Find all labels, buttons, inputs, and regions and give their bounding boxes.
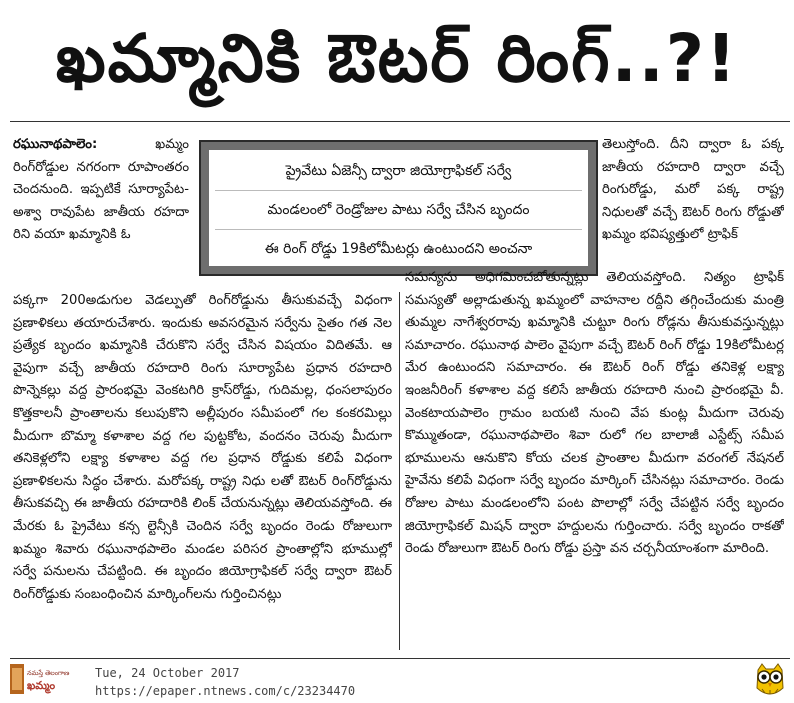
- footer-date: Tue, 24 October 2017: [95, 666, 240, 680]
- highlight-line-2: మండలంలో రెండ్రోజుల పాటు సర్వే చేసిన బృందం: [215, 191, 582, 230]
- top-divider: [10, 121, 790, 122]
- byline: రఘునాథపాలెం:: [13, 137, 98, 152]
- highlight-line-1: ప్రైవేటు ఏజెన్సీ ద్వారా జియోగ్రాఫికల్ సర్వే: [215, 152, 582, 191]
- owl-icon: [752, 662, 788, 700]
- bottom-divider: [10, 658, 790, 659]
- column-middle: [13, 290, 392, 652]
- newspaper-logo: [10, 664, 85, 694]
- column-middle-text: పక్కగా 200అడుగుల వెడల్పుతో రింగ్‌రోడ్డును తీసుకువచ్చే విధంగా ప్రణాళికలు తయారుచేశారు. ఇందుకు అవసరమైన సర్వేను సైతం గత నెల ప్రత్యేక బృందం ఖమ్మానికి చేరుకొని సర్వే చేసిన విషయం విదితమే. ఆ వైపుగా వచ్చే జాతీయ రహదారి రింగు సూర్యాపేట ప్రధాన రహదారి పొన్నెకల్లు వద్ద ప్రారంభమై వెంకటగిరి క్రాస్‌రోడ్డు, గుదిమల్ల, ధంసలాపురం కొత్తకాలనీ ప్రాంతాలను కలుపుకొని అల్లీపురం సమీపంలో గల కంకరమిల్లు మీదుగా బొమ్మా కళాశాల వద్ద గల పుట్టకోట, వందనం చెరువు మీదుగా తనికెళ్లలోని లక్ష్యా కళాశాల వద్ద గల ప్రధాన రోడ్డుకు కలిపే విధంగా ప్రణాళికలను సిద్ధం చేశారు. మరోపక్క రాష్ట్ర నిధు లతో ఔటర్ రింగ్‌రోడ్డును తీసుకవచ్చి ఈ జాతీయ రహదారికి లింక్ చేయనున్నట్లు తెలియవస్తోంది. ఈ మేరకు ఓ ప్రైవేటు కన్స ల్టెన్సీకి చెందిన సర్వే బృందం రెండు రోజులుగా ఖమ్మం శివారు రఘునాథపాలెం మండల పరిసర ప్రాంతాల్లోని భూముల్లో సర్వే పనులను చేపట్టింది. ఈ బృందం జియోగ్రాఫికల్ సర్వే ద్వారా ఔటర్ రింగ్‌రోడ్డుకు సంబంధించిన మార్కింగ్‌లను గుర్తించినట్లు: [13, 293, 392, 602]
- highlight-inner: [209, 150, 588, 266]
- column-left-text: ఖమ్మం రింగ్‌రోడ్డుల నగరంగా రూపాంతరం చెందనుంది. ఇప్పటికే సూర్యాపేట-అశ్వా రావుపేట జాతీయ రహదా రిని వయా ఖమ్మానికి ఓ: [13, 137, 189, 243]
- column-divider: [399, 292, 400, 650]
- svg-text:ఖమ్మం: ఖమ్మం: [27, 679, 56, 692]
- footer-url[interactable]: https://epaper.ntnews.com/c/23234470: [95, 684, 356, 698]
- column-right-bottom-text: సమస్యను అధిగమించబోతున్నట్లు తెలియవస్తోంది. నిత్యం ట్రాఫిక్ సమస్యతో అల్లాడుతున్న ఖమ్మంలో వాహనాల రద్దీని తగ్గించేందుకు మంత్రి తుమ్మల నాగేశ్వరరావు ఖమ్మానికి చుట్టూ రింగు రోడ్లను తీసుకువస్తున్నట్లు సమాచారం. రఘునాథ పాలెం వైపుగా వచ్చే ఔటర్ రింగ్ రోడ్డు 19కిలోమీటర్ల మేర ఉంటుందని సమాచారం. ఈ ఔటర్ రింగ్ రోడ్డు తనికెళ్ల లక్ష్యా ఇంజనీరింగ్ కళాశాల వద్ద కలిసే జాతీయ రహదారి నుంచి ప్రారంభమై వీ. వెంకటాయపాలెం గ్రామం బయటి నుంచి వేప కుంట్ల మీదుగా చెరువు కొమ్ముతండా, రఘునాథపాలెం శివా రులో గల బాలాజీ ఎస్టేట్స్ సమీప భూములను ఆనుకొని కోయ చలక ప్రాంతాల మీదుగా వరంగల్ నేషనల్ హైవేను కలిపే విధంగా సర్వే బృందం మార్కింగ్ చేసినట్లు సమాచారం. రెండు రోజుల పాటు మండలంలోని పంట పొలాల్లో సర్వే చేపట్టిన సర్వే బృందం జియోగ్రాఫికల్ మిషన్ ద్వారా హద్దులను గుర్తించారు. సర్వే బృందం రాకతో రెండు రోజులుగా ఔటర్ రింగు రోడ్డు ప్రస్తా వన చర్చనీయాంశంగా మారింది.: [405, 270, 784, 557]
- column-right-top-text: తెలుస్తోంది. దీని ద్వారా ఓ పక్క జాతీయ రహదారి ద్వారా వచ్చే రింగురోడ్డు, మరో పక్క రాష్ట్ర నిధులతో వచ్చే ఔటర్ రింగు రోడ్డుతో ఖమ్మం భవిష్యత్తులో ట్రాఫిక్: [602, 137, 784, 243]
- highlight-line-3: ఈ రింగ్ రోడ్డు 19కిలోమీటర్లు ఉంటుందని అంచనా: [264, 241, 533, 257]
- headline: ఖమ్మానికి ఔటర్ రింగ్..?!: [55, 20, 739, 97]
- highlight-box: [199, 140, 598, 276]
- column-left-top: [13, 134, 189, 292]
- svg-text:నమస్తే తెలంగాణ: నమస్తే తెలంగాణ: [27, 669, 70, 677]
- column-right-bottom: [405, 267, 784, 652]
